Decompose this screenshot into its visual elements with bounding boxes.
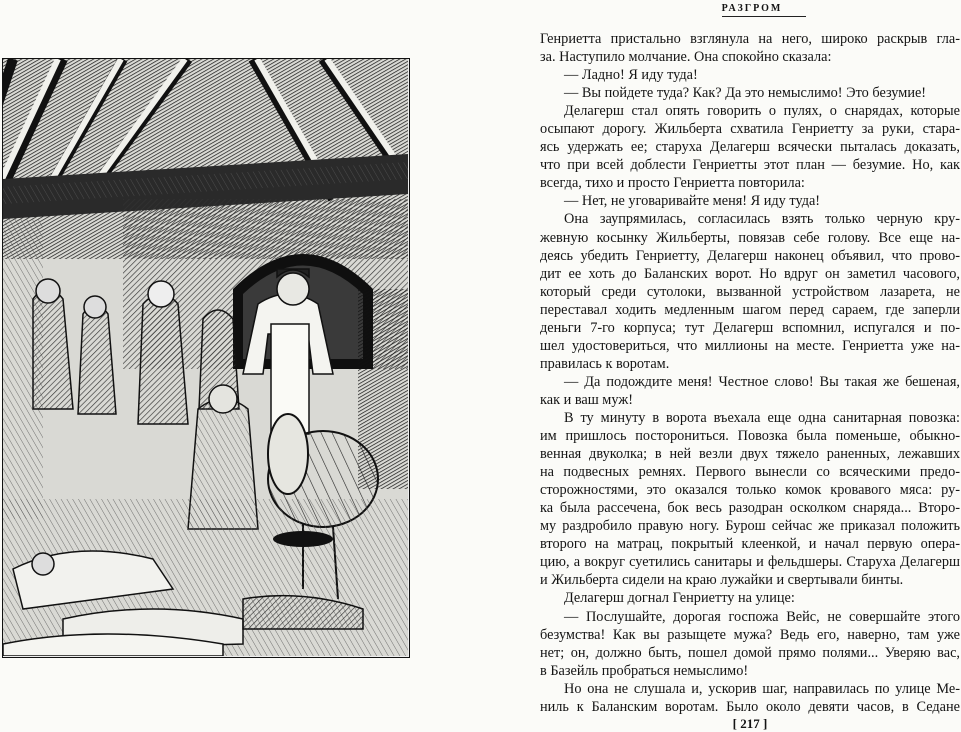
text-line: и Жильберта сидели на краю лужайки и свертывали бинты. [540, 572, 904, 589]
text-line: Она заупрямилась, согласилась взять только черную кру- [564, 211, 960, 228]
text-line: му раздробило правую ногу. Бурош сейчас же приказал положить [540, 518, 960, 535]
text-line: на подвесных ремнях. Первого вынесли со всяческими предо- [540, 464, 960, 481]
text-line: Генриетта пристально взглянула на него, широко раскрыв гла- [540, 31, 960, 47]
text-line: переставал ходить медленным шагом перед сараем, где заперли [540, 301, 960, 318]
text-line: цию, а вокруг суетились санитары и фельдшеры. Старуха Делагерш [540, 554, 960, 571]
text-line: как и ваш муж! [540, 391, 633, 408]
text-line: Делагерш догнал Генриетту на улице: [564, 590, 795, 607]
text-line: правилась к воротам. [540, 355, 670, 372]
text-line: который среди сутолоки, вызванной устройством лазарета, не [540, 283, 960, 300]
text-line: В ту минуту в ворота въехала еще одна санитарная повозка: [564, 409, 960, 426]
text-line: ниль к Баланским воротам. Было около девяти часов, в Седане [540, 698, 960, 715]
body-text [540, 30, 960, 716]
text-line: дит ее хоть до Баланских ворот. Но вдруг он заметил часового, [540, 265, 960, 282]
text-line: деньги 7-го корпуса; тут Делагерш вспомнил, испугался и по- [540, 319, 960, 336]
text-line: ясь удержать ее; старуха Делагерш всячески пыталась доказать, [540, 139, 960, 156]
text-line: нет; он, должно быть, пошел домой прямо полями... Уверяю вас, [540, 644, 960, 661]
running-head [540, 0, 961, 22]
text-line: им пришлось посторониться. Повозка была поменьше, обыкно- [540, 428, 960, 445]
engraving-illustration [2, 58, 410, 658]
text-line: — Ладно! Я иду туда! [564, 67, 698, 84]
text-line: Но она не слушала и, ускорив шаг, направилась по улице Ме- [564, 680, 960, 697]
text-line: деясь убедить Генриетту, Делагерш наконец объявил, что прово- [540, 247, 960, 264]
text-line: — Да подождите меня! Честное слово! Вы такая же бешеная, [564, 373, 960, 390]
text-line: безумства! Как вы разыщете мужа? Ведь его, наверно, там уже [540, 626, 960, 643]
field-hospital-engraving [3, 59, 408, 656]
text-line: жевную косынку Жильберты, повязав себе голову. Все еще на- [540, 229, 960, 246]
text-line: сторожностями, это оказался только комок кровавого мяса: ру- [540, 482, 960, 499]
running-head-title: РАЗГРОМ [721, 3, 783, 14]
running-head-rule [722, 16, 806, 17]
text-line: ка была рассечена, бок весь разодран осколком снаряда... Второ- [540, 500, 960, 517]
text-line: Делагерш стал опять говорить о пулях, о снарядах, которые [564, 103, 960, 120]
text-line: осыпают дорогу. Жильберта схватила Генриетту за руки, стара- [540, 121, 960, 138]
text-line: всегда, тихо и просто Генриетта повторила: [540, 175, 805, 192]
text-line: в Базейль пробраться немыслимо! [540, 662, 749, 679]
text-line: что при всей доблести Генриетты этот план — безумие. Но, как [540, 157, 960, 174]
text-line: — Послушайте, дорогая госпожа Вейс, не совершайте этого [564, 608, 960, 625]
text-line: — Вы пойдете туда? Как? Да это немыслимо! Это безумие! [564, 85, 927, 102]
text-line: за. Наступило молчание. Она спокойно сказала: [540, 49, 832, 66]
text-line: второго на матрац, покрытый клеенкой, и начал первую опера- [540, 536, 960, 553]
text-line: шел удостовериться, что миллионы на месте. Генриетта уже на- [540, 337, 960, 354]
text-line: венная двуколка; в ней везли двух тяжело раненных, лежавших [540, 446, 960, 463]
text-line: — Нет, не уговаривайте меня! Я иду туда! [564, 193, 821, 210]
page-number: [ 217 ] [732, 716, 768, 731]
